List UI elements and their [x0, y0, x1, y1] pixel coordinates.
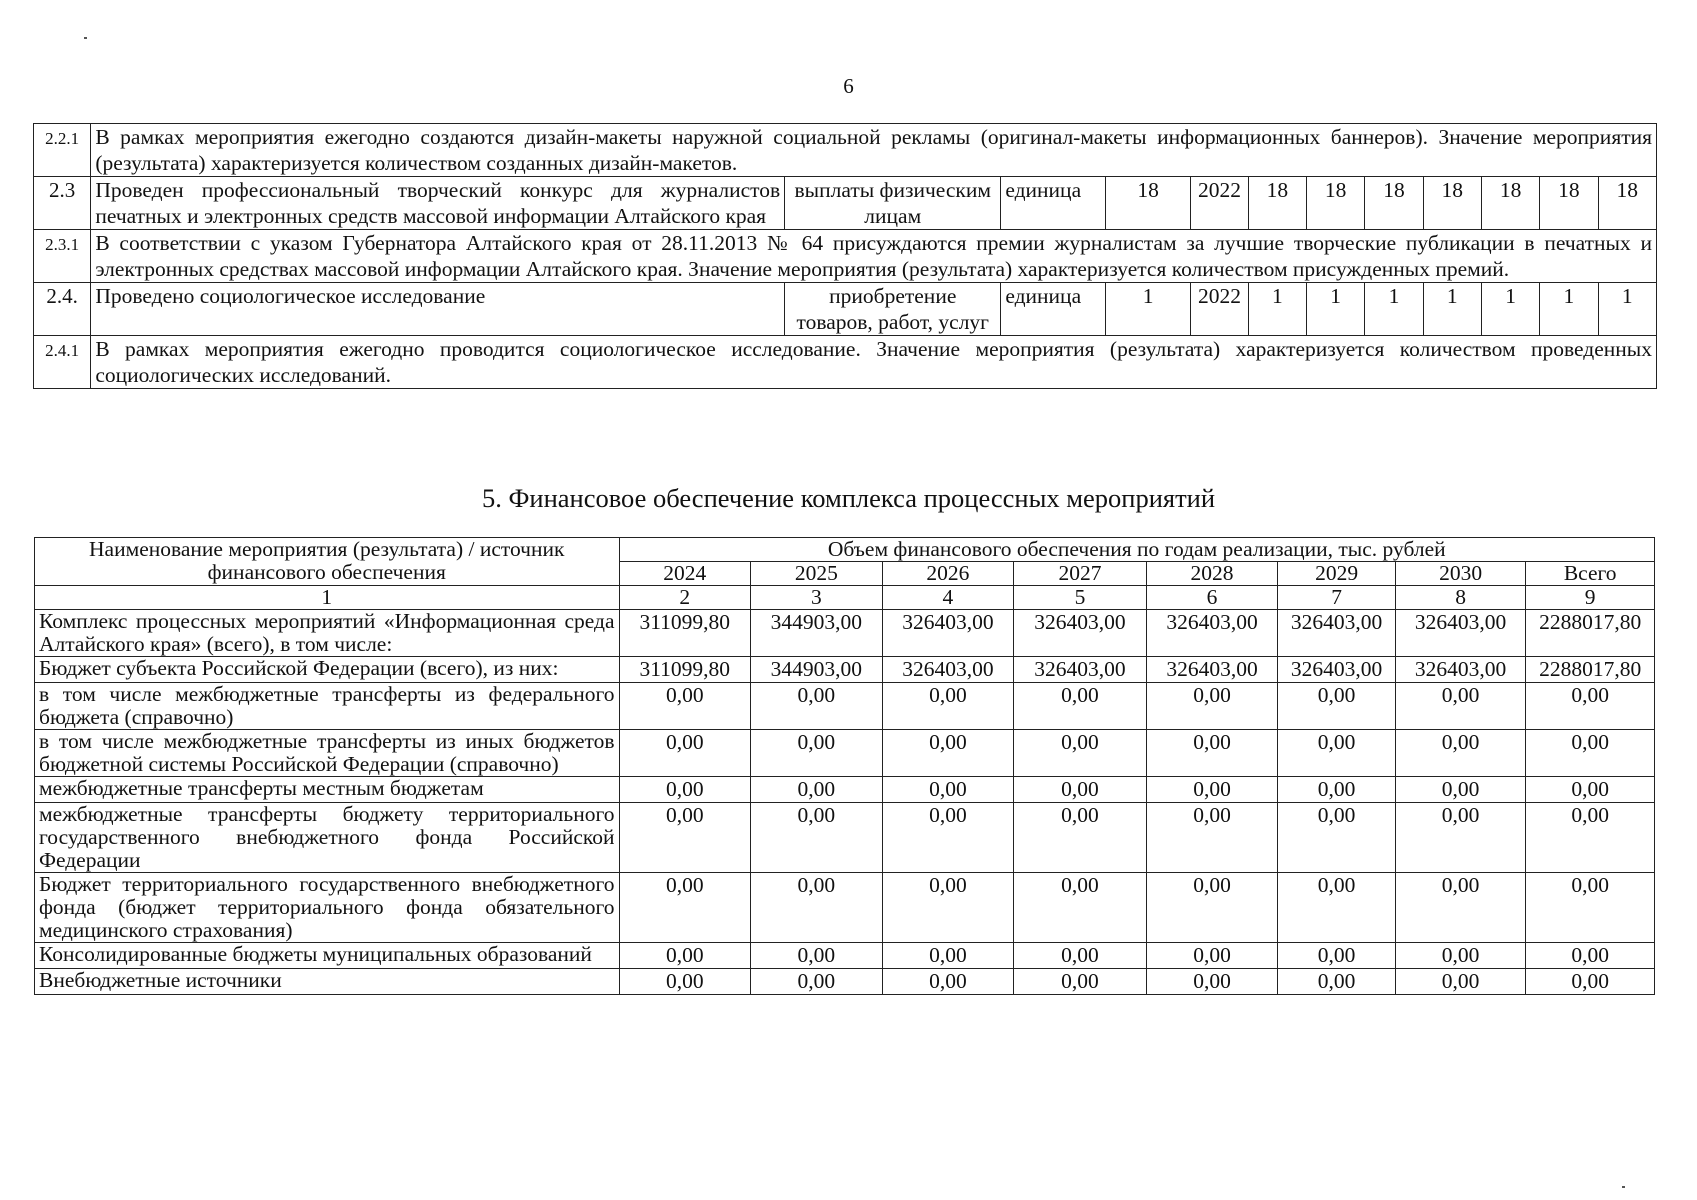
finance-value: 0,00 [1278, 969, 1396, 995]
finance-row [35, 969, 1655, 995]
activity-number: 2.4.1 [34, 336, 91, 389]
finance-value: 0,00 [1395, 683, 1526, 730]
year-header: 2025 [751, 562, 883, 586]
activity-year-value: 18 [1540, 177, 1598, 230]
finance-value: 0,00 [1278, 803, 1396, 873]
finance-value: 0,00 [1526, 803, 1655, 873]
finance-value: 0,00 [882, 803, 1014, 873]
year-header: 2030 [1395, 562, 1526, 586]
activity-kind: выплаты физическим лицам [785, 177, 1001, 230]
finance-value: 0,00 [1146, 730, 1278, 777]
finance-row [35, 777, 1655, 803]
finance-value: 0,00 [1146, 943, 1278, 969]
page-number: 6 [843, 74, 854, 98]
activity-description-row [34, 336, 1657, 389]
finance-table [34, 537, 1655, 995]
column-number: 8 [1395, 586, 1526, 610]
finance-value: 0,00 [882, 943, 1014, 969]
finance-value: 326403,00 [882, 610, 1014, 657]
finance-value: 326403,00 [1014, 610, 1147, 657]
column-number: 7 [1278, 586, 1396, 610]
activity-base-year: 2022 [1191, 283, 1248, 336]
finance-value: 0,00 [1526, 683, 1655, 730]
activity-kind: приобретение товаров, работ, услуг [785, 283, 1001, 336]
finance-value: 311099,80 [619, 657, 751, 683]
finance-value: 326403,00 [1278, 610, 1396, 657]
year-header: Всего [1526, 562, 1655, 586]
finance-value: 0,00 [882, 873, 1014, 943]
finance-source-name: Консолидированные бюджеты муниципальных образований [35, 943, 620, 969]
activity-description-row [34, 124, 1657, 177]
activity-year-value: 18 [1598, 177, 1656, 230]
finance-value: 326403,00 [1395, 610, 1526, 657]
finance-value: 0,00 [882, 777, 1014, 803]
finance-value: 0,00 [1278, 873, 1396, 943]
finance-value: 0,00 [619, 873, 751, 943]
finance-value: 0,00 [1395, 873, 1526, 943]
header-name: Наименование мероприятия (результата) / источник финансового обеспечения [35, 538, 620, 586]
finance-value: 0,00 [882, 730, 1014, 777]
finance-source-name: Комплекс процессных мероприятий «Информационная среда Алтайского края» (всего), в том числе: [35, 610, 620, 657]
finance-value: 0,00 [751, 803, 883, 873]
activity-year-value: 18 [1365, 177, 1423, 230]
column-number: 1 [35, 586, 620, 610]
finance-value: 0,00 [1146, 803, 1278, 873]
finance-row [35, 803, 1655, 873]
year-header: 2027 [1014, 562, 1147, 586]
year-header: 2026 [882, 562, 1014, 586]
finance-value: 0,00 [1526, 873, 1655, 943]
finance-value: 0,00 [1395, 803, 1526, 873]
finance-value: 326403,00 [1146, 657, 1278, 683]
column-number: 2 [619, 586, 751, 610]
finance-value: 0,00 [1014, 803, 1147, 873]
finance-source-name: межбюджетные трансферты местным бюджетам [35, 777, 620, 803]
finance-value: 0,00 [1278, 730, 1396, 777]
finance-value: 0,00 [1146, 969, 1278, 995]
activity-year-value: 1 [1248, 283, 1306, 336]
finance-value: 0,00 [619, 969, 751, 995]
activity-year-value: 18 [1248, 177, 1306, 230]
finance-value: 0,00 [751, 777, 883, 803]
finance-value: 0,00 [882, 969, 1014, 995]
column-number: 6 [1146, 586, 1278, 610]
activity-year-value: 1 [1598, 283, 1656, 336]
activity-description: В соответствии с указом Губернатора Алтайского края от 28.11.2013 № 64 присуждаются премии журналистам за лучшие творческие публикации в печатных и электронных средствах массовой информации Алтайского края. Значение мероприятия (результата) характеризуется количеством присужденных премий. [91, 230, 1657, 283]
activity-number: 2.4. [34, 283, 91, 336]
finance-value: 0,00 [1526, 969, 1655, 995]
finance-value: 0,00 [1146, 873, 1278, 943]
finance-value: 0,00 [751, 969, 883, 995]
activity-year-value: 1 [1365, 283, 1423, 336]
activity-base-value: 1 [1105, 283, 1190, 336]
finance-value: 0,00 [1014, 683, 1147, 730]
scan-dot [1622, 1186, 1625, 1188]
activity-year-value: 1 [1423, 283, 1481, 336]
finance-value: 311099,80 [619, 610, 751, 657]
finance-value: 0,00 [751, 943, 883, 969]
finance-value: 326403,00 [1395, 657, 1526, 683]
activity-number: 2.3 [34, 177, 91, 230]
finance-value: 326403,00 [1278, 657, 1396, 683]
activity-unit: единица [1001, 177, 1106, 230]
finance-value: 0,00 [1014, 969, 1147, 995]
activity-row [34, 177, 1657, 230]
finance-value: 326403,00 [1146, 610, 1278, 657]
finance-value: 2288017,80 [1526, 657, 1655, 683]
activity-name: Проведено социологическое исследование [91, 283, 785, 336]
activity-description-row [34, 230, 1657, 283]
finance-value: 0,00 [1146, 683, 1278, 730]
finance-value: 0,00 [619, 683, 751, 730]
finance-value: 0,00 [619, 943, 751, 969]
activity-row [34, 283, 1657, 336]
finance-value: 0,00 [1395, 777, 1526, 803]
finance-source-name: в том числе межбюджетные трансферты из иных бюджетов бюджетной системы Российской Федерации (справочно) [35, 730, 620, 777]
finance-value: 0,00 [1526, 730, 1655, 777]
finance-value: 0,00 [751, 683, 883, 730]
activity-year-value: 1 [1481, 283, 1539, 336]
finance-source-name: межбюджетные трансферты бюджету территориального государственного внебюджетного фонда Российской Федерации [35, 803, 620, 873]
finance-row [35, 683, 1655, 730]
year-header: 2029 [1278, 562, 1396, 586]
finance-value: 0,00 [619, 730, 751, 777]
finance-value: 344903,00 [751, 657, 883, 683]
finance-value: 0,00 [1278, 777, 1396, 803]
finance-row [35, 610, 1655, 657]
finance-value: 0,00 [751, 730, 883, 777]
finance-value: 0,00 [1395, 969, 1526, 995]
finance-value: 2288017,80 [1526, 610, 1655, 657]
finance-value: 0,00 [1014, 777, 1147, 803]
activity-year-value: 18 [1307, 177, 1365, 230]
column-number: 4 [882, 586, 1014, 610]
scan-dot [84, 37, 87, 39]
finance-value: 0,00 [1395, 730, 1526, 777]
finance-value: 0,00 [1278, 683, 1396, 730]
finance-value: 326403,00 [1014, 657, 1147, 683]
finance-value: 344903,00 [751, 610, 883, 657]
finance-value: 0,00 [1014, 730, 1147, 777]
finance-value: 0,00 [1278, 943, 1396, 969]
finance-value: 0,00 [1014, 873, 1147, 943]
column-number: 9 [1526, 586, 1655, 610]
activity-description: В рамках мероприятия ежегодно проводится социологическое исследование. Значение мероприятия (результата) характеризуется количеством проведенных социологических исследований. [91, 336, 1657, 389]
year-header: 2024 [619, 562, 751, 586]
activity-name: Проведен профессиональный творческий конкурс для журналистов печатных и электронных средств массовой информации Алтайского края [91, 177, 785, 230]
activity-base-value: 18 [1105, 177, 1190, 230]
finance-value: 326403,00 [882, 657, 1014, 683]
activity-number: 2.3.1 [34, 230, 91, 283]
finance-row [35, 657, 1655, 683]
activity-description: В рамках мероприятия ежегодно создаются дизайн-макеты наружной социальной рекламы (оригинал-макеты информационных баннеров). Значение мероприятия (результата) характеризуется количеством созданных дизайн-макетов. [91, 124, 1657, 177]
finance-value: 0,00 [751, 873, 883, 943]
finance-value: 0,00 [619, 777, 751, 803]
activity-year-value: 1 [1307, 283, 1365, 336]
activity-year-value: 1 [1540, 283, 1598, 336]
finance-value: 0,00 [1395, 943, 1526, 969]
finance-value: 0,00 [882, 683, 1014, 730]
finance-value: 0,00 [1526, 777, 1655, 803]
activity-base-year: 2022 [1191, 177, 1248, 230]
header-volume: Объем финансового обеспечения по годам реализации, тыс. рублей [619, 538, 1655, 562]
activity-year-value: 18 [1423, 177, 1481, 230]
activity-number: 2.2.1 [34, 124, 91, 177]
finance-row [35, 873, 1655, 943]
finance-source-name: Внебюджетные источники [35, 969, 620, 995]
finance-value: 0,00 [619, 803, 751, 873]
finance-source-name: Бюджет территориального государственного внебюджетного фонда (бюджет территориального фонда обязательного медицинского страхования) [35, 873, 620, 943]
finance-row [35, 943, 1655, 969]
finance-source-name: Бюджет субъекта Российской Федерации (всего), из них: [35, 657, 620, 683]
finance-row [35, 730, 1655, 777]
year-header: 2028 [1146, 562, 1278, 586]
finance-value: 0,00 [1526, 943, 1655, 969]
finance-source-name: в том числе межбюджетные трансферты из федерального бюджета (справочно) [35, 683, 620, 730]
activity-unit: единица [1001, 283, 1106, 336]
activities-table [33, 123, 1657, 389]
finance-value: 0,00 [1146, 777, 1278, 803]
activity-year-value: 18 [1481, 177, 1539, 230]
section-title: 5. Финансовое обеспечение комплекса процессных мероприятий [481, 483, 1216, 513]
column-number: 5 [1014, 586, 1147, 610]
finance-value: 0,00 [1014, 943, 1147, 969]
column-number: 3 [751, 586, 883, 610]
